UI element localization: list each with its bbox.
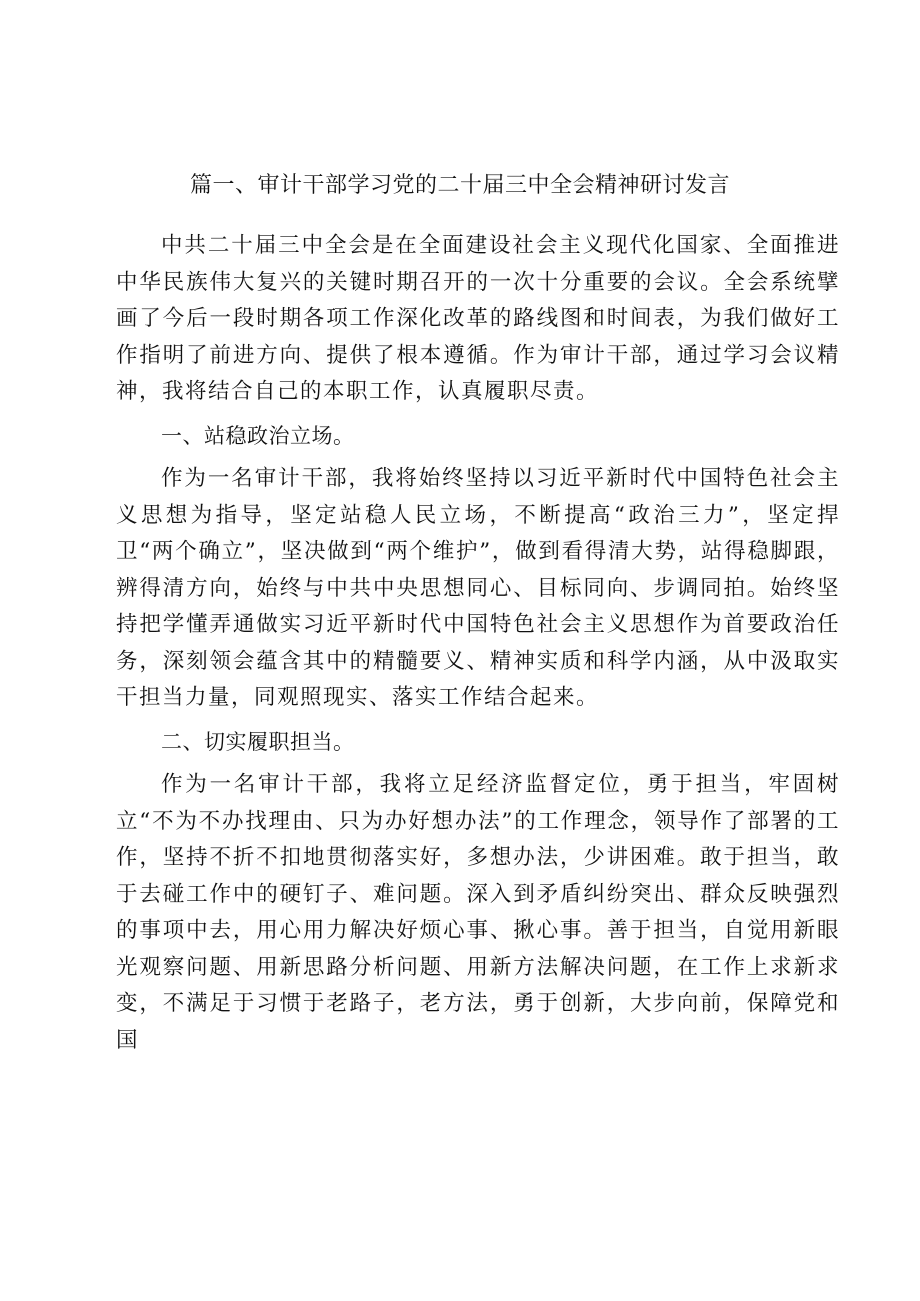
section-paragraph-fulfill-duties: 作为一名审计干部，我将立足经济监督定位，勇于担当，牢固树立“不为不办找理由、只为办好想办法”的工作理念，领导作了部署的工作，坚持不折不扣地贯彻落实好，多想办法，少讲困难。敢于担当，敢于去碰工作中的硬钉子、难问题。深入到矛盾纠纷突出、群众反映强烈的事项中去，用心用力解决好烦心事、揪心事。善于担当，自觉用新眼光观察问题、用新思路分析问题、用新方法解决问题，在工作上求新求变，不满足于习惯于老路子，老方法，勇于创新，大步向前，保障党和国 [116, 772, 840, 1053]
section-heading-political-stance: 一、站稳政治立场。 [161, 423, 355, 448]
intro-paragraph: 中共二十届三中全会是在全面建设社会主义现代化国家、全面推进中华民族伟大复兴的关键时期召开的一次十分重要的会议。全会系统擘画了今后一段时期各项工作深化改革的路线图和时间表，为我们做好工作指明了前进方向、提供了根本遵循。作为审计干部，通过学习会议精神，我将结合自己的本职工作，认真履职尽责。 [116, 233, 840, 404]
document-title: 篇一、审计干部学习党的二十届三中全会精神研讨发言 [189, 173, 730, 198]
section-heading-fulfill-duties: 二、切实履职担当。 [161, 729, 355, 754]
section-paragraph-political-stance: 作为一名审计干部，我将始终坚持以习近平新时代中国特色社会主义思想为指导，坚定站稳人民立场，不断提高“政治三力”，坚定捍卫“两个确立”，坚决做到“两个维护”，做到看得清大势，站得稳脚跟，辨得清方向，始终与中共中央思想同心、目标同向、步调同拍。始终坚持把学懂弄通做实习近平新时代中国特色社会主义思想作为首要政治任务，深刻领会蕴含其中的精髓要义、精神实质和科学内涵，从中汲取实干担当力量，同观照现实、落实工作结合起来。 [116, 466, 840, 710]
document-body [116, 228, 840, 1066]
